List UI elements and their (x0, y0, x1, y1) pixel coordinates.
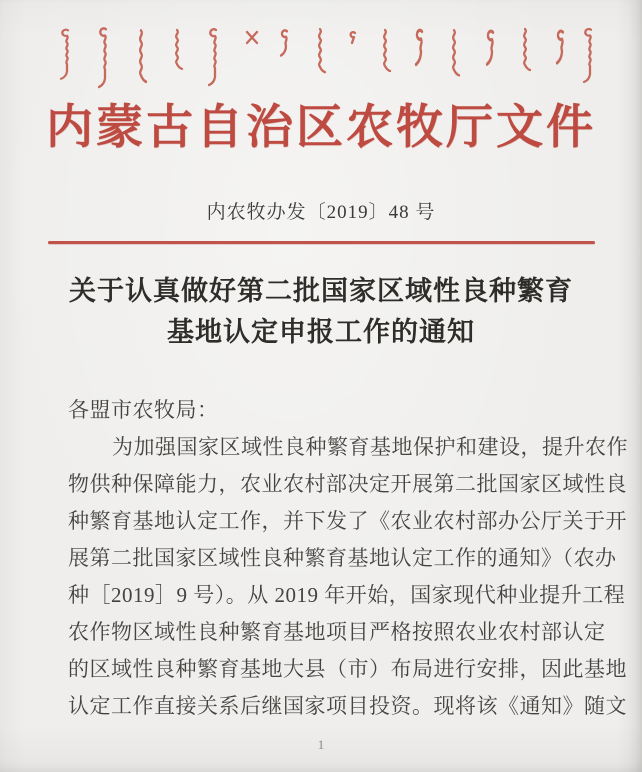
body-line: 物供种保障能力，农业农村部决定开展第二批国家区域性良 (68, 472, 627, 496)
body-line: 农作物区域性良种繁育基地项目严格按照农业农村部认定 (68, 620, 606, 644)
mongolian-script-header (50, 20, 595, 100)
document-number: 内农牧办发〔2019〕48 号 (206, 202, 436, 223)
salutation-line: 各盟市农牧局： (68, 398, 219, 422)
mongolian-word-cluster (61, 28, 591, 87)
red-divider-line (48, 241, 595, 244)
document-body (68, 392, 628, 725)
page-number: 1 (317, 737, 325, 752)
body-line: 展第二批国家区域性良种繁育基地认定工作的通知》（农办 (68, 546, 617, 570)
document-title (0, 271, 642, 353)
body-line: 为加强国家区域性良种繁育基地保护和建设，提升农作 (112, 435, 628, 459)
body-line: 种［2019］9 号）。从 2019 年开始，国家现代种业提升工程 (68, 583, 626, 607)
body-line: 的区域性良种繁育基地大县（市）布局进行安排，因此基地 (68, 657, 627, 681)
document-title-line2: 基地认定申报工作的通知 (167, 317, 475, 347)
department-banner-title: 内蒙古自治区农牧厅文件 (46, 102, 596, 154)
body-line: 种繁育基地认定工作，并下发了《农业农村部办公厅关于开 (68, 509, 627, 533)
body-line: 认定工作直接关系后继国家项目投资。现将该《通知》随文 (68, 694, 627, 718)
document-title-line1: 关于认真做好第二批国家区域性良种繁育 (69, 276, 573, 306)
